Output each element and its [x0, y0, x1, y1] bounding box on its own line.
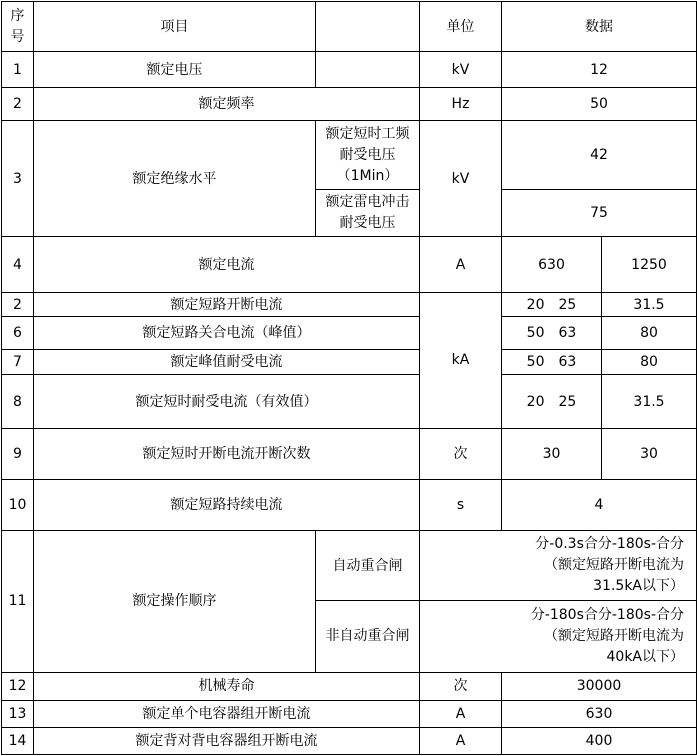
- row-item: 额定短路开断电流: [34, 293, 420, 317]
- row-seq: 12: [2, 672, 34, 700]
- row-value: 30000: [502, 672, 697, 700]
- row-seq: 1: [2, 52, 34, 88]
- row-unit: 次: [420, 672, 502, 700]
- row-seq: 6: [2, 317, 34, 350]
- row-sub-label: 非自动重合闸: [316, 601, 420, 672]
- row-unit: kV: [420, 52, 502, 88]
- row-item: 额定操作顺序: [34, 531, 316, 673]
- row-value: 42: [502, 121, 697, 189]
- row-item: 额定单个电容器组开断电流: [34, 700, 420, 727]
- row-value: 630: [502, 700, 697, 727]
- table-row: [2, 531, 697, 601]
- row-item: 机械寿命: [34, 672, 420, 700]
- table-row: [2, 293, 697, 317]
- table-row: [2, 350, 697, 375]
- row-value-2: 31.5: [602, 293, 697, 317]
- header-seq: 序 号: [2, 2, 34, 52]
- row-value-1: 50 63: [502, 350, 602, 375]
- row-seq: 2: [2, 88, 34, 121]
- row-unit: kV: [420, 121, 502, 236]
- row-seq: 3: [2, 121, 34, 236]
- table-row: [2, 317, 697, 350]
- header-unit: 单位: [420, 2, 502, 52]
- row-value-1: 50 63: [502, 317, 602, 350]
- row-value: 分-0.3s合分-180s-合分 （额定短路开断电流为 31.5kA以下）: [420, 531, 697, 601]
- table-row: [2, 121, 697, 189]
- table-row: [2, 88, 697, 121]
- row-value: 50: [502, 88, 697, 121]
- table-row: [2, 700, 697, 727]
- row-item: 额定短时开断电流开断次数: [34, 428, 420, 479]
- row-value-2: 80: [602, 350, 697, 375]
- row-value-1: 20 25: [502, 375, 602, 428]
- row-seq: 14: [2, 727, 34, 754]
- row-unit: Hz: [420, 88, 502, 121]
- row-item: 额定背对背电容器组开断电流: [34, 727, 420, 754]
- row-seq: 4: [2, 236, 34, 292]
- header-data: 数据: [502, 2, 697, 52]
- row-item: 额定短路关合电流（峰值）: [34, 317, 420, 350]
- row-value-1: 20 25: [502, 293, 602, 317]
- table-row: [2, 428, 697, 479]
- header-row: [2, 2, 697, 52]
- table-row: [2, 727, 697, 754]
- row-item: 额定频率: [34, 88, 420, 121]
- table-row: [2, 479, 697, 530]
- row-unit: A: [420, 727, 502, 754]
- row-seq: 9: [2, 428, 34, 479]
- row-value-1: 630: [502, 236, 602, 292]
- row-item: 额定电流: [34, 236, 420, 292]
- row-item: 额定短路持续电流: [34, 479, 420, 530]
- row-sub-label: 额定短时工频 耐受电压 （1Min）: [316, 121, 420, 189]
- row-value: 12: [502, 52, 697, 88]
- row-seq: 13: [2, 700, 34, 727]
- row-item: 额定绝缘水平: [34, 121, 316, 236]
- row-seq: 2: [2, 293, 34, 317]
- table-row: [2, 236, 697, 292]
- row-value-1: 30: [502, 428, 602, 479]
- row-sub-label: 额定雷电冲击 耐受电压: [316, 189, 420, 236]
- table-row: [2, 52, 697, 88]
- row-item: 额定电压: [34, 52, 316, 88]
- header-item: 项目: [34, 2, 316, 52]
- row-value-2: 30: [602, 428, 697, 479]
- row-unit: 次: [420, 428, 502, 479]
- row-sub-label: 自动重合闸: [316, 531, 420, 601]
- row-unit: A: [420, 700, 502, 727]
- row-unit: A: [420, 236, 502, 292]
- table-row: [2, 672, 697, 700]
- row-sub-blank: [316, 52, 420, 88]
- row-seq: 8: [2, 375, 34, 428]
- table-row: [2, 375, 697, 428]
- row-item: 额定峰值耐受电流: [34, 350, 420, 375]
- spec-table: [1, 1, 697, 755]
- row-value: 400: [502, 727, 697, 754]
- row-value-2: 31.5: [602, 375, 697, 428]
- row-value: 分-180s合分-180s-合分 （额定短路开断电流为 40kA以下）: [420, 601, 697, 672]
- header-item-blank: [316, 2, 420, 52]
- row-seq: 10: [2, 479, 34, 530]
- row-value-2: 80: [602, 317, 697, 350]
- row-item: 额定短时耐受电流（有效值）: [34, 375, 420, 428]
- row-unit: kA: [420, 293, 502, 429]
- row-value: 4: [502, 479, 697, 530]
- row-unit: s: [420, 479, 502, 530]
- row-seq: 7: [2, 350, 34, 375]
- row-value: 75: [502, 189, 697, 236]
- row-value-2: 1250: [602, 236, 697, 292]
- row-seq: 11: [2, 531, 34, 673]
